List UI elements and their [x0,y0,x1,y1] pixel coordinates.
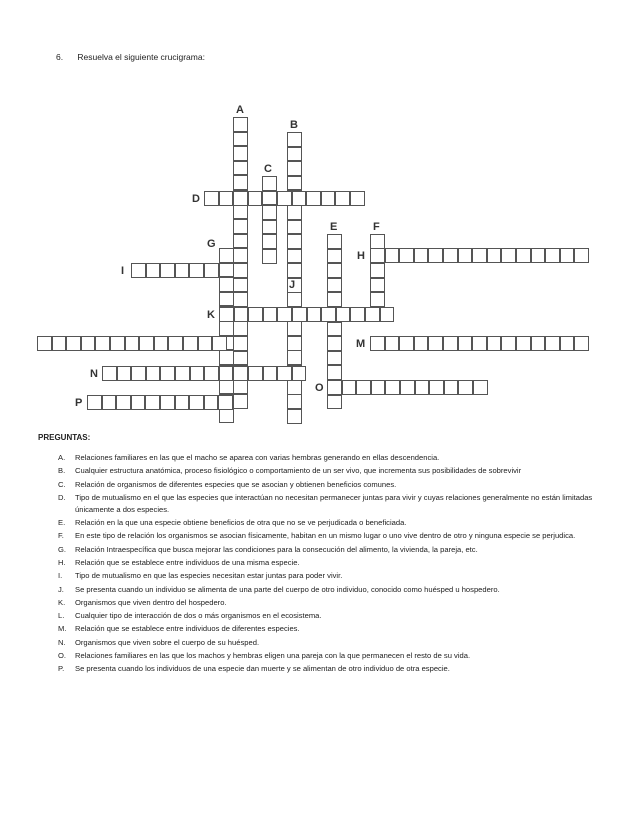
crossword-cell[interactable] [370,263,385,278]
crossword-cell[interactable] [350,191,365,206]
question-text: Resuelva el siguiente crucigrama: [77,52,205,62]
question-number: 6. [56,52,64,62]
crossword-cell[interactable] [399,336,414,351]
crossword-cell[interactable] [102,366,117,381]
crossword-cell[interactable] [262,205,277,220]
crossword-label-d: D [192,193,200,205]
crossword-cell[interactable] [287,205,302,220]
clue-item [58,597,603,609]
clue-key: F. [58,531,64,541]
crossword-cell[interactable] [292,191,307,206]
crossword-cell[interactable] [327,395,342,410]
crossword-cell[interactable] [102,395,117,410]
crossword-cell[interactable] [146,263,161,278]
crossword-cell[interactable] [287,176,302,191]
crossword-cell[interactable] [370,336,385,351]
crossword-cell[interactable] [472,248,487,263]
crossword-cell[interactable] [292,307,307,322]
crossword-cell[interactable] [458,248,473,263]
clue-key: G. [58,544,67,554]
crossword-cell[interactable] [414,336,429,351]
crossword-cell[interactable] [95,336,110,351]
crossword-label-p: P [75,397,83,409]
crossword-cell[interactable] [233,380,248,395]
clue-item [58,610,603,622]
clue-item [58,663,603,675]
crossword-label-h: H [357,250,365,262]
crossword-cell[interactable] [37,336,52,351]
crossword-cell[interactable] [371,380,386,395]
crossword-cell[interactable] [385,336,400,351]
crossword-cell[interactable] [233,234,248,249]
crossword-cell[interactable] [160,263,175,278]
crossword-cell[interactable] [110,336,125,351]
crossword-cell[interactable] [287,220,302,235]
crossword-cell[interactable] [219,277,234,292]
crossword-label-b: B [290,119,298,131]
crossword-cell[interactable] [175,263,190,278]
clue-item [58,557,603,569]
crossword-cell[interactable] [287,350,302,365]
crossword-cell[interactable] [233,394,248,409]
crossword-cell[interactable] [306,191,321,206]
clue-text: Relaciones familiares en las que los machos y hembras eligen una pareja con la que permanecen el resto de su vida. [75,651,471,661]
crossword-cell[interactable] [183,336,198,351]
crossword-cell[interactable] [154,336,169,351]
clue-key: L. [58,611,65,621]
crossword-cell[interactable] [262,176,277,191]
clue-item [58,584,603,596]
clue-item [58,637,603,649]
crossword-cell[interactable] [545,336,560,351]
crossword-cell[interactable] [146,366,161,381]
crossword-cell[interactable] [219,366,234,381]
crossword-cell[interactable] [321,191,336,206]
crossword-cell[interactable] [160,366,175,381]
crossword-cell[interactable] [385,380,400,395]
clue-text: Relación que se establece entre individuos de diferentes especies. [75,624,300,634]
crossword-cell[interactable] [212,336,227,351]
clue-text: Se presenta cuando un individuo se alimenta de una parte del cuerpo de otro individuo, conocido como huésped u hospedero. [75,584,500,594]
clue-key: P. [58,664,65,674]
crossword-cell[interactable] [487,336,502,351]
crossword-cell[interactable] [516,336,531,351]
clue-key: O. [58,651,67,661]
clue-text: Cualquier tipo de interacción de dos o más organismos en el ecosistema. [75,611,322,621]
clue-text: Organismos que viven sobre el cuerpo de su huésped. [75,637,260,647]
section-title: PREGUNTAS: [38,433,91,442]
crossword-cell[interactable] [531,248,546,263]
crossword-cell[interactable] [370,234,385,249]
crossword-cell[interactable] [262,234,277,249]
crossword-cell[interactable] [428,336,443,351]
crossword-cell[interactable] [175,395,190,410]
crossword-cell[interactable] [574,336,589,351]
clue-key: J. [58,584,64,594]
crossword-cell[interactable] [131,366,146,381]
clue-item [58,623,603,635]
crossword-cell[interactable] [145,395,160,410]
crossword-cell[interactable] [233,146,248,161]
crossword-cell[interactable] [234,307,249,322]
crossword-cell[interactable] [365,307,380,322]
crossword-cell[interactable] [189,263,204,278]
clue-text: Cualquier estructura anatómica, proceso fisiológico o comportamiento de un ser vivo, que incrementa sus posibilidades de sobrevivir [75,466,522,476]
crossword-cell[interactable] [342,380,357,395]
clue-key: H. [58,557,66,567]
crossword-cell[interactable] [233,191,248,206]
clue-item [58,544,603,556]
clue-text: Relación de organismos de diferentes especies que se asocian y obtienen beneficios comunes. [75,479,397,489]
crossword-cell[interactable] [233,321,248,336]
clue-item [58,517,603,529]
crossword-cell[interactable] [233,205,248,220]
clue-text: En este tipo de relación los organismos se asocian físicamente, habitan en un mismo lugar o uno vive dentro de otro y ninguna especie se perjudica. [75,531,576,541]
crossword-cell[interactable] [125,336,140,351]
crossword-cell[interactable] [327,365,342,380]
crossword-cell[interactable] [198,336,213,351]
clue-key: K. [58,597,66,607]
crossword-cell[interactable] [233,248,248,263]
crossword-cell[interactable] [473,380,488,395]
crossword-cell[interactable] [487,248,502,263]
crossword-cell[interactable] [415,380,430,395]
crossword-cell[interactable] [429,380,444,395]
clue-key: C. [58,479,66,489]
crossword-cell[interactable] [219,292,234,307]
crossword-cell[interactable] [233,175,248,190]
crossword-label-n: N [90,368,98,380]
crossword-cell[interactable] [287,336,302,351]
crossword-cell[interactable] [370,278,385,293]
crossword-cell[interactable] [287,409,302,424]
clue-text: Tipo de mutualismo en que las especies necesitan estar juntas para poder vivir. [75,571,343,581]
crossword-cell[interactable] [218,395,233,410]
crossword-cell[interactable] [380,307,395,322]
crossword-label-a: A [236,104,244,116]
clue-key: E. [58,518,66,528]
clue-text: Tipo de mutualismo en el que las especies que interactúan no necesitan permanecer juntas para vivir y cuyas relaciones generalmente no están limitadas únicamente a dos especies. [75,492,593,514]
crossword-cell[interactable] [233,117,248,132]
crossword-cell[interactable] [307,307,322,322]
crossword-cell[interactable] [219,307,234,322]
clue-key: A. [58,453,66,462]
clue-key: B. [58,466,66,476]
crossword-cell[interactable] [335,191,350,206]
crossword-cell[interactable] [385,248,400,263]
crossword-cell[interactable] [66,336,81,351]
crossword-cell[interactable] [131,395,146,410]
crossword-cell[interactable] [233,292,248,307]
clue-text: Relación que se establece entre individuos de una misma especie. [75,557,300,567]
crossword-cell[interactable] [545,248,560,263]
crossword-cell[interactable] [458,380,473,395]
clue-text: Relaciones familiares en las que el macho se aparea con varias hembras generando en ellas descendencia. [75,453,440,462]
crossword-cell[interactable] [414,248,429,263]
clue-item [58,530,603,542]
crossword-cell[interactable] [287,321,302,336]
crossword-cell[interactable] [189,395,204,410]
crossword-cell[interactable] [444,380,459,395]
crossword-cell[interactable] [262,220,277,235]
crossword-cell[interactable] [287,147,302,162]
clue-item [58,452,603,464]
crossword-label-i: I [121,265,125,277]
crossword-cell[interactable] [327,249,342,264]
crossword-cell[interactable] [219,409,234,424]
clue-item [58,492,603,516]
crossword-cell[interactable] [204,191,219,206]
crossword-cell[interactable] [263,366,278,381]
crossword-cell[interactable] [458,336,473,351]
crossword-cell[interactable] [190,366,205,381]
crossword-cell[interactable] [400,380,415,395]
crossword-cell[interactable] [287,249,302,264]
crossword-cell[interactable] [116,395,131,410]
crossword-cell[interactable] [287,234,302,249]
crossword-cell[interactable] [139,336,154,351]
crossword-cell[interactable] [370,248,385,263]
crossword-cell[interactable] [219,263,234,278]
clue-key: D. [58,492,66,502]
crossword-cell[interactable] [356,380,371,395]
crossword-cell[interactable] [131,263,146,278]
crossword-cell[interactable] [287,263,302,278]
crossword-label-o: O [315,382,324,394]
crossword-cell[interactable] [262,191,277,206]
crossword-label-f: F [373,221,380,233]
clue-item [58,570,603,582]
crossword-cell[interactable] [219,379,234,394]
crossword-cell[interactable] [277,366,292,381]
crossword-cell[interactable] [160,395,175,410]
crossword-cell[interactable] [428,248,443,263]
crossword-cell[interactable] [233,351,248,366]
crossword-cell[interactable] [327,380,342,395]
crossword-cell[interactable] [292,366,307,381]
crossword-cell[interactable] [560,248,575,263]
crossword-cell[interactable] [327,292,342,307]
crossword-label-m: M [356,338,366,350]
crossword-cell[interactable] [263,307,278,322]
crossword-cell[interactable] [287,132,302,147]
clue-text: Relación en la que una especie obtiene beneficios de otra que no se ve perjudicada o beneficiada. [75,518,407,528]
crossword-cell[interactable] [248,307,263,322]
crossword-cell[interactable] [350,307,365,322]
clue-text: Organismos que viven dentro del hospedero. [75,597,227,607]
crossword-cell[interactable] [516,248,531,263]
crossword-cell[interactable] [501,336,516,351]
crossword-label-g: G [207,238,216,250]
crossword-label-c: C [264,163,272,175]
crossword-cell[interactable] [204,395,219,410]
crossword-cell[interactable] [287,161,302,176]
clue-key: M. [58,624,67,634]
crossword-cell[interactable] [277,307,292,322]
crossword-cell[interactable] [204,366,219,381]
crossword-cell[interactable] [287,394,302,409]
crossword-cell[interactable] [219,321,234,336]
crossword-label-k: K [207,309,215,321]
crossword-cell[interactable] [399,248,414,263]
crossword-label-j: J [289,279,296,291]
clue-text: Relación Intraespecífica que busca mejorar las condiciones para la consecución del alimento, la vivienda, la pareja, etc. [75,544,478,554]
clue-item [58,465,603,477]
crossword-cell[interactable] [233,132,248,147]
crossword-cell[interactable] [443,248,458,263]
crossword-cell[interactable] [336,307,351,322]
clue-item [58,650,603,662]
crossword-cell[interactable] [219,191,234,206]
crossword-cell[interactable] [248,191,263,206]
crossword-cell[interactable] [233,219,248,234]
crossword-cell[interactable] [233,161,248,176]
crossword-cell[interactable] [262,249,277,264]
crossword-cell[interactable] [287,380,302,395]
crossword-cell[interactable] [327,234,342,249]
crossword-cell[interactable] [531,336,546,351]
crossword-cell[interactable] [560,336,575,351]
crossword-cell[interactable] [87,395,102,410]
crossword-cell[interactable] [277,191,292,206]
crossword-cell[interactable] [168,336,183,351]
crossword-cell[interactable] [327,263,342,278]
clue-key: I. [58,571,63,581]
clue-list [58,452,603,677]
crossword-cell[interactable] [233,278,248,293]
crossword-cell[interactable] [443,336,458,351]
crossword-cell[interactable] [219,248,234,263]
clue-key: N. [58,637,66,647]
clue-item [58,479,603,491]
crossword-cell[interactable] [327,351,342,366]
crossword-cell[interactable] [233,336,248,351]
crossword-cell[interactable] [287,292,302,307]
crossword-cell[interactable] [248,366,263,381]
crossword-cell[interactable] [321,307,336,322]
crossword-cell[interactable] [233,263,248,278]
crossword-cell[interactable] [233,366,248,381]
crossword-cell[interactable] [204,263,219,278]
crossword-cell[interactable] [219,350,234,365]
crossword-cell[interactable] [81,336,96,351]
crossword-cell[interactable] [574,248,589,263]
crossword-cell[interactable] [327,336,342,351]
crossword-cell[interactable] [370,292,385,307]
crossword-cell[interactable] [472,336,487,351]
crossword-cell[interactable] [175,366,190,381]
crossword-cell[interactable] [327,278,342,293]
crossword-cell[interactable] [52,336,67,351]
clue-text: Se presenta cuando los individuos de una especie dan muerte y se alimentan de otro individuo de otra especie. [75,664,450,674]
crossword-cell[interactable] [501,248,516,263]
crossword-label-e: E [330,221,338,233]
crossword-cell[interactable] [327,322,342,337]
crossword-cell[interactable] [117,366,132,381]
